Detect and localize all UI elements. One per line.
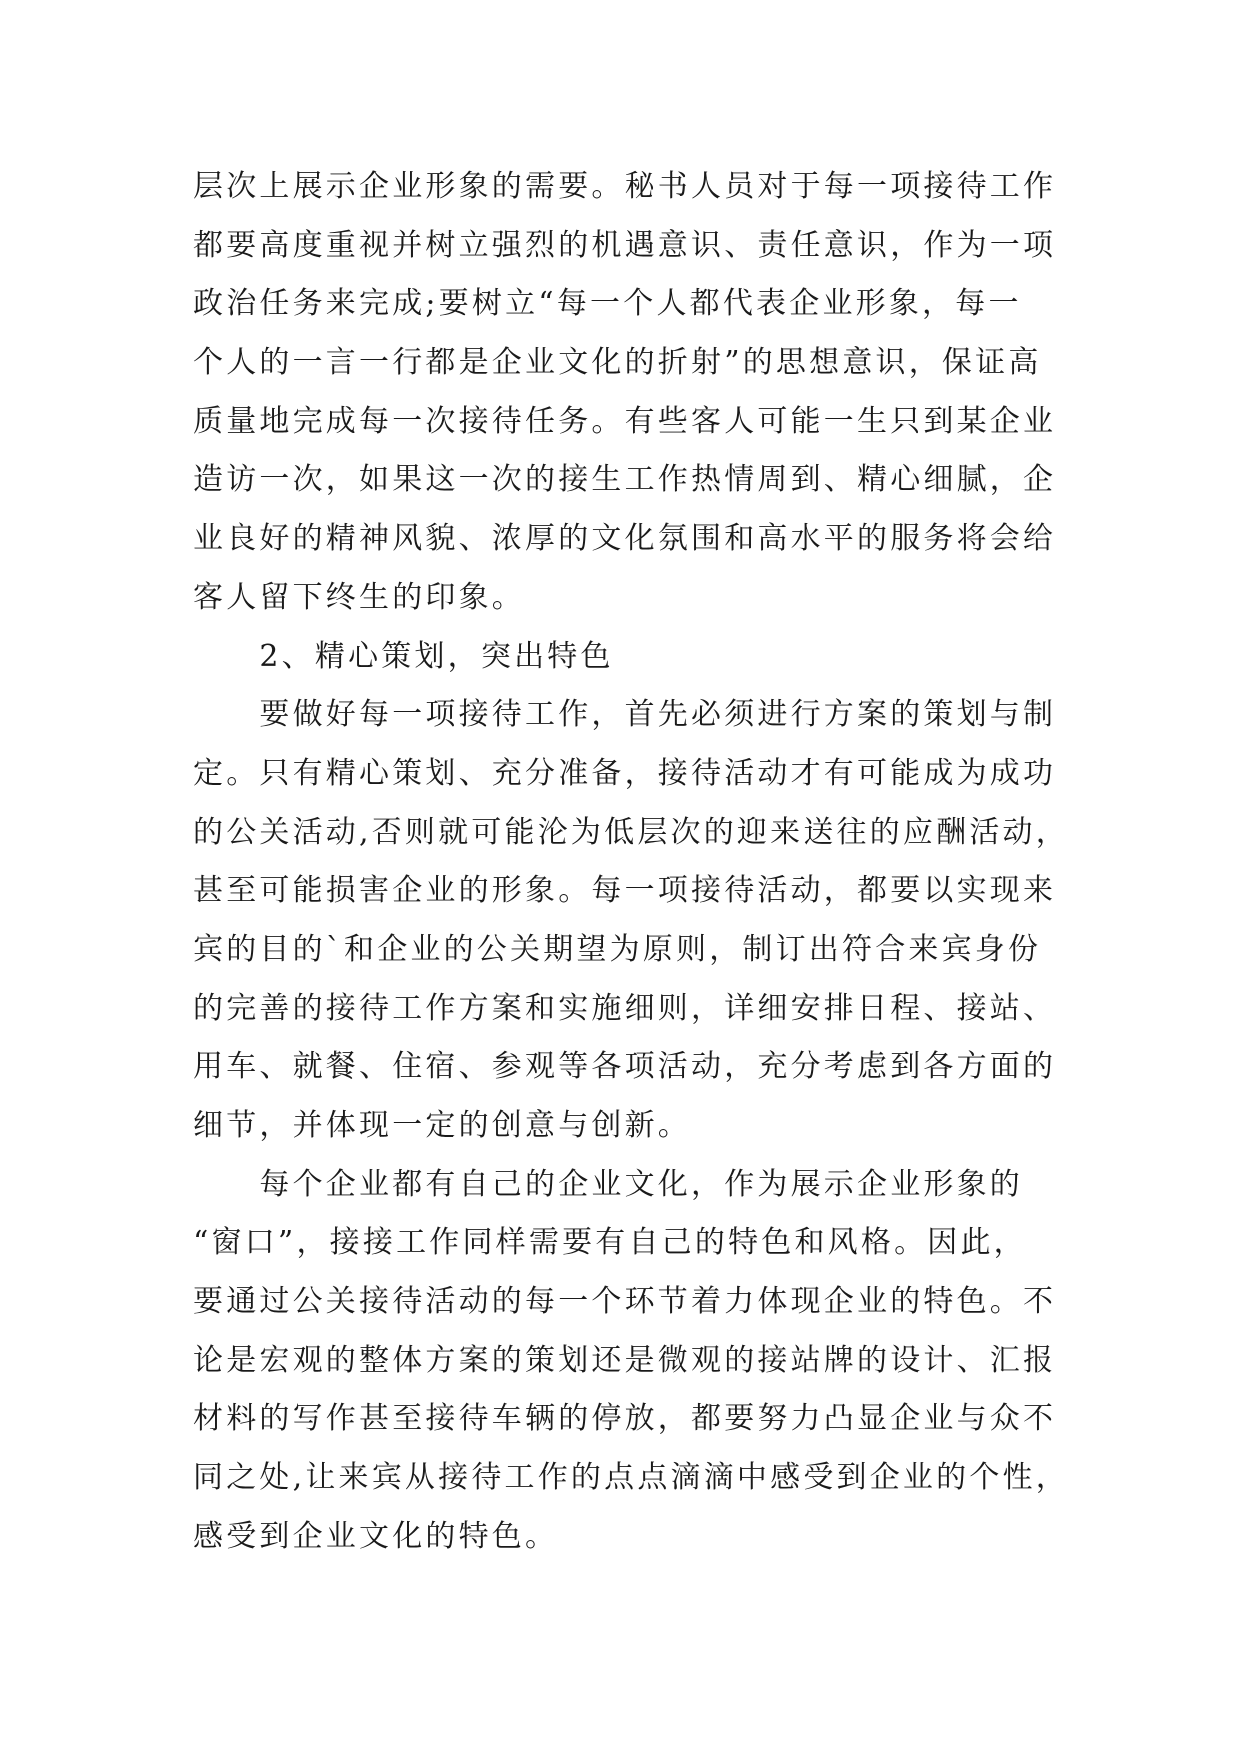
text-line: 业良好的精神风貌、浓厚的文化氛围和高水平的服务将会给 — [193, 521, 1057, 557]
text-line: 个人的一言一行都是企业文化的折射”的思想意识，保证高 — [193, 345, 1042, 381]
text-line: 材料的写作甚至接待车辆的停放，都要努力凸显企业与众不 — [193, 1401, 1057, 1437]
text-line: 要做好每一项接待工作，首先必须进行方案的策划与制 — [193, 697, 1057, 733]
text-line: 的完善的接待工作方案和实施细则，详细安排日程、接站、 — [193, 990, 1057, 1026]
text-line: 甚至可能损害企业的形象。每一项接待活动，都要以实现来 — [193, 873, 1057, 909]
text-line: 宾的目的`和企业的公关期望为原则，制订出符合来宾身份 — [193, 931, 1042, 967]
text-line: 客人留下终生的印象。 — [193, 579, 525, 615]
text-line: 论是宏观的整体方案的策划还是微观的接站牌的设计、汇报 — [193, 1342, 1057, 1378]
text-line: 质量地完成每一次接待任务。有些客人可能一生只到某企业 — [193, 403, 1057, 439]
text-line: 感受到企业文化的特色。 — [193, 1518, 559, 1554]
text-line: 都要高度重视并树立强烈的机遇意识、责任意识，作为一项 — [193, 227, 1057, 263]
document-body — [193, 158, 1073, 1567]
section-heading: 2、精心策划，突出特色 — [193, 638, 614, 674]
text-line: 层次上展示企业形象的需要。秘书人员对于每一项接待工作 — [193, 169, 1057, 204]
text-line: 要通过公关接待活动的每一个环节着力体现企业的特色。不 — [193, 1284, 1057, 1320]
text-line: 每个企业都有自己的企业文化，作为展示企业形象的 — [193, 1166, 1023, 1202]
text-line: 政治任务来完成;要树立“每一个人都代表企业形象，每一 — [193, 286, 1022, 322]
text-line: “窗口”，接接工作同样需要有自己的特色和风格。因此， — [193, 1225, 1027, 1261]
text-line: 造访一次，如果这一次的接生工作热情周到、精心细腻，企 — [193, 462, 1057, 498]
text-line: 细节，并体现一定的创意与创新。 — [193, 1108, 691, 1143]
text-line: 定。只有精心策划、充分准备，接待活动才有可能成为成功 — [193, 755, 1057, 791]
text-line: 用车、就餐、住宿、参观等各项活动，充分考虑到各方面的 — [193, 1049, 1057, 1085]
text-line: 的公关活动,否则就可能沦为低层次的迎来送往的应酬活动， — [193, 814, 1069, 850]
text-line: 同之处,让来宾从接待工作的点点滴滴中感受到企业的个性， — [193, 1460, 1069, 1496]
